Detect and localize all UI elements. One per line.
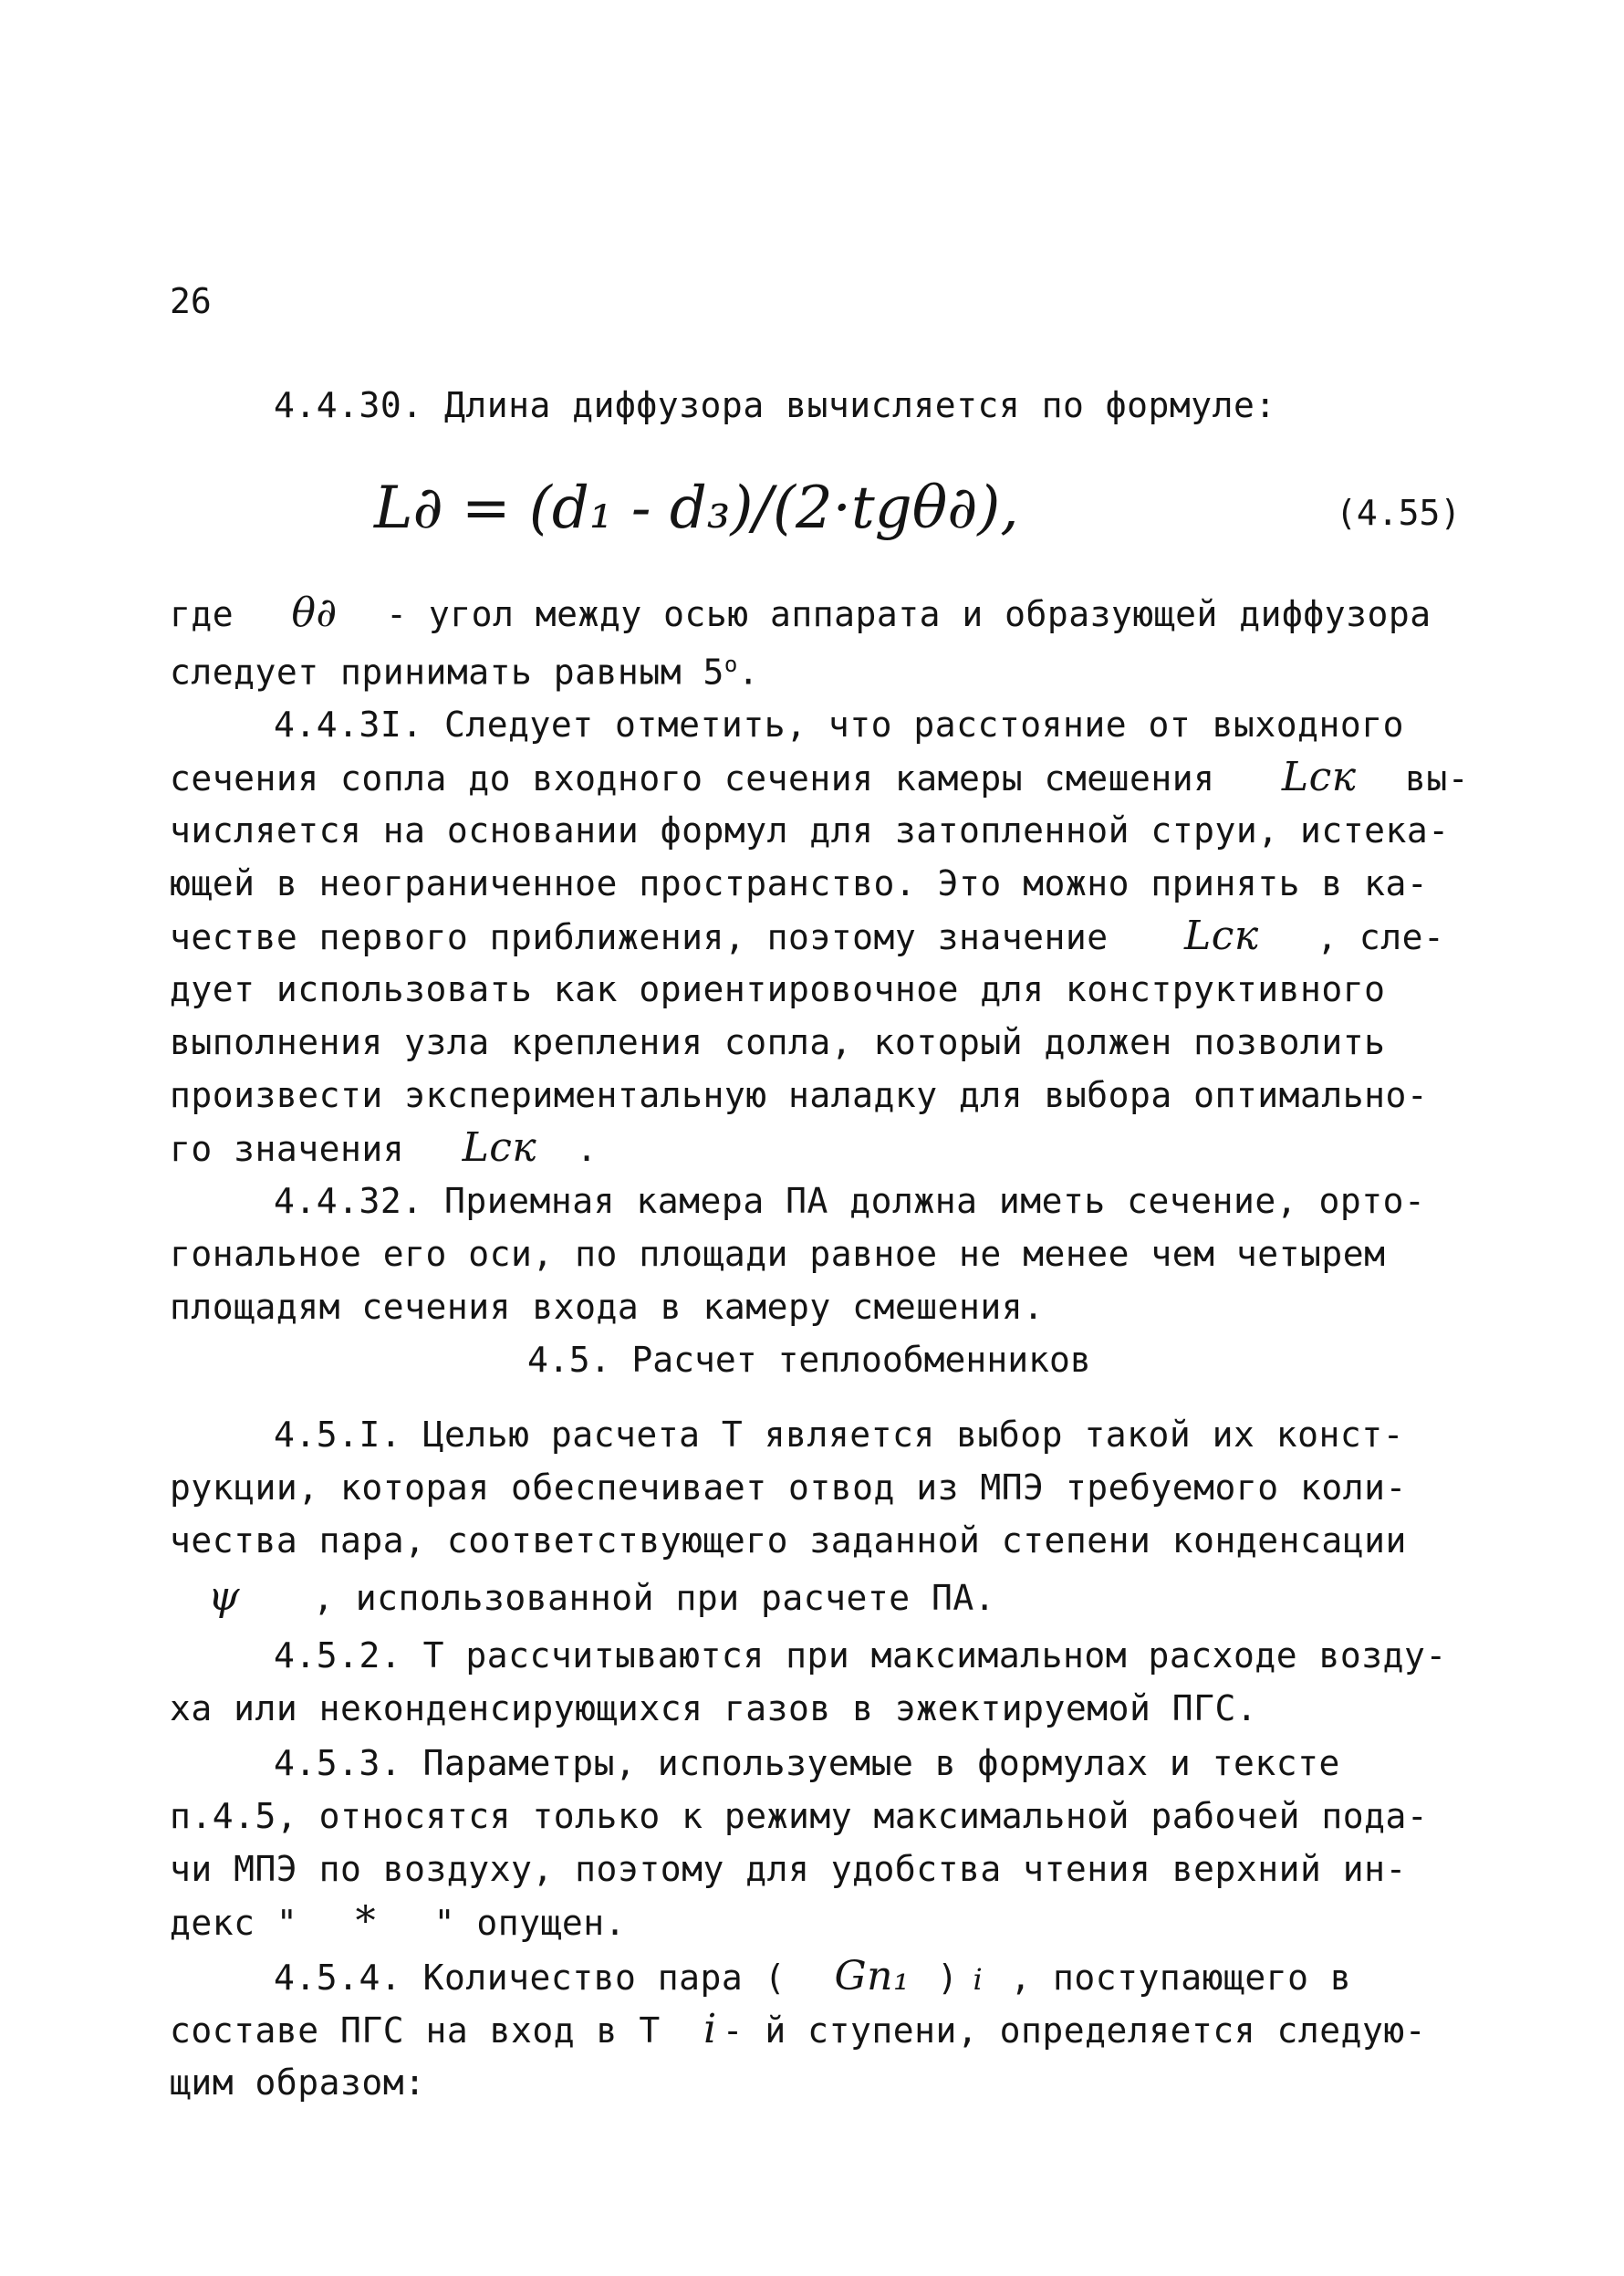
p453-line-2: п.4.5, относятся только к режиму максимальной рабочей пода- [170, 1796, 1429, 1836]
p4431-line-9-end: . [576, 1129, 598, 1169]
p4431-line-4: ющей в неограниченное пространство. Это можно принять в ка- [170, 863, 1429, 903]
p452-line-2: ха или неконденсирующихся газов в эжектируемой ПГС. [170, 1688, 1258, 1728]
p4432-line-3: площадям сечения входа в камеру смешения. [170, 1287, 1045, 1327]
p451-line-4 [208, 1575, 995, 1620]
p454-line-1 [274, 1955, 1351, 2001]
paragraph-4-4-30: 4.4.30. Длина диффузора вычисляется по формуле: [274, 385, 1276, 425]
p452-line-1: 4.5.2. Т рассчитываются при максимальном расходе возду- [274, 1635, 1447, 1676]
psi-symbol: ψ [208, 1573, 241, 1620]
formula-4-55: L∂ = (d₁ - d₃)/(2·tgθ∂), [374, 475, 1019, 542]
p4431-line-2 [170, 756, 1469, 800]
page-number: 26 [170, 281, 212, 321]
p4431-line-3: числяется на основании формул для затопленной струи, истека- [170, 810, 1450, 851]
asterisk-symbol: * [355, 1898, 377, 1945]
p454-line-3: щим образом: [170, 2062, 426, 2103]
i-symbol: i [703, 2006, 717, 2052]
p453-line-4-end: " опущен. [433, 1903, 626, 1943]
p451-line-4-text: , использованной при расчете ПА. [313, 1578, 996, 1618]
p454-line-1-end: , поступающего в [1010, 1958, 1352, 1998]
p4431-line-5 [170, 914, 1444, 959]
p4431-line-8: произвести экспериментальную наладку для выбора оптимально- [170, 1075, 1429, 1115]
p451-line-3: чества пара, соответствующего заданной степени конденсации [170, 1520, 1407, 1561]
where-line-2-end: . [737, 652, 760, 693]
p454-line-1-text: 4.5.4. Количество пара ( [274, 1958, 786, 1998]
p453-line-3: чи МПЭ по воздуху, поэтому для удобства чтения верхний ин- [170, 1849, 1407, 1889]
p4432-line-1: 4.4.32. Приемная камера ПА должна иметь сечение, орто- [274, 1181, 1426, 1221]
p454-line-2-end: - й ступени, определяется следую- [722, 2010, 1427, 2051]
where-lead: где [170, 594, 234, 634]
p4431-line-7: выполнения узла крепления сопла, который должен позволить [170, 1022, 1386, 1062]
p4432-line-2: гональное его оси, по площади равное не менее чем четырем [170, 1234, 1386, 1274]
p454-line-2 [170, 2008, 1426, 2052]
p453-line-1: 4.5.3. Параметры, используемые в формулах и тексте [274, 1743, 1340, 1783]
degree-sup: o [724, 652, 738, 677]
where-line-1 [170, 591, 1431, 636]
p451-line-2: рукции, которая обеспечивает отвод из МПЭ требуемого коли- [170, 1467, 1407, 1508]
p4431-line-1: 4.4.3I. Следует отметить, что расстояние от выходного [274, 705, 1405, 745]
p453-line-4 [170, 1900, 626, 1945]
l-ck-symbol: Lск [1184, 913, 1259, 959]
l-ck-symbol: Lск [1281, 754, 1357, 800]
p4431-line-2-text: сечения сопла до входного сечения камеры смешения [170, 758, 1215, 799]
i-subscript: i [973, 1962, 984, 1997]
where-text: - угол между осью аппарата и образующей диффузора [364, 594, 1431, 634]
formula-number: (4.55) [1336, 493, 1462, 533]
p453-line-4-text: декс " [170, 1903, 298, 1943]
p451-line-1: 4.5.I. Целью расчета Т является выбор такой их конст- [274, 1415, 1405, 1455]
p4431-line-5-text: честве первого приближения, поэтому значение [170, 917, 1109, 957]
p4431-line-2-end: вы- [1404, 758, 1470, 799]
p4431-line-5-end: , сле- [1317, 917, 1445, 957]
l-ck-symbol: Lск [462, 1124, 537, 1171]
p454-line-2-text: составе ПГС на вход в Т [170, 2010, 661, 2051]
p4431-line-6: дует использовать как ориентировочное для конструктивного [170, 969, 1386, 1009]
p4431-line-9-text: го значения [170, 1129, 405, 1169]
section-heading-4-5: 4.5. Расчет теплообменников [527, 1340, 1091, 1380]
where-line-2 [170, 642, 759, 694]
theta-symbol: θ∂ [291, 590, 338, 636]
paren-close: ) [937, 1958, 959, 1998]
where-line-2-text: следует принимать равным 5 [170, 652, 724, 693]
p4431-line-9 [170, 1126, 598, 1171]
g-pt-symbol: Gп₁ [834, 1953, 911, 1999]
